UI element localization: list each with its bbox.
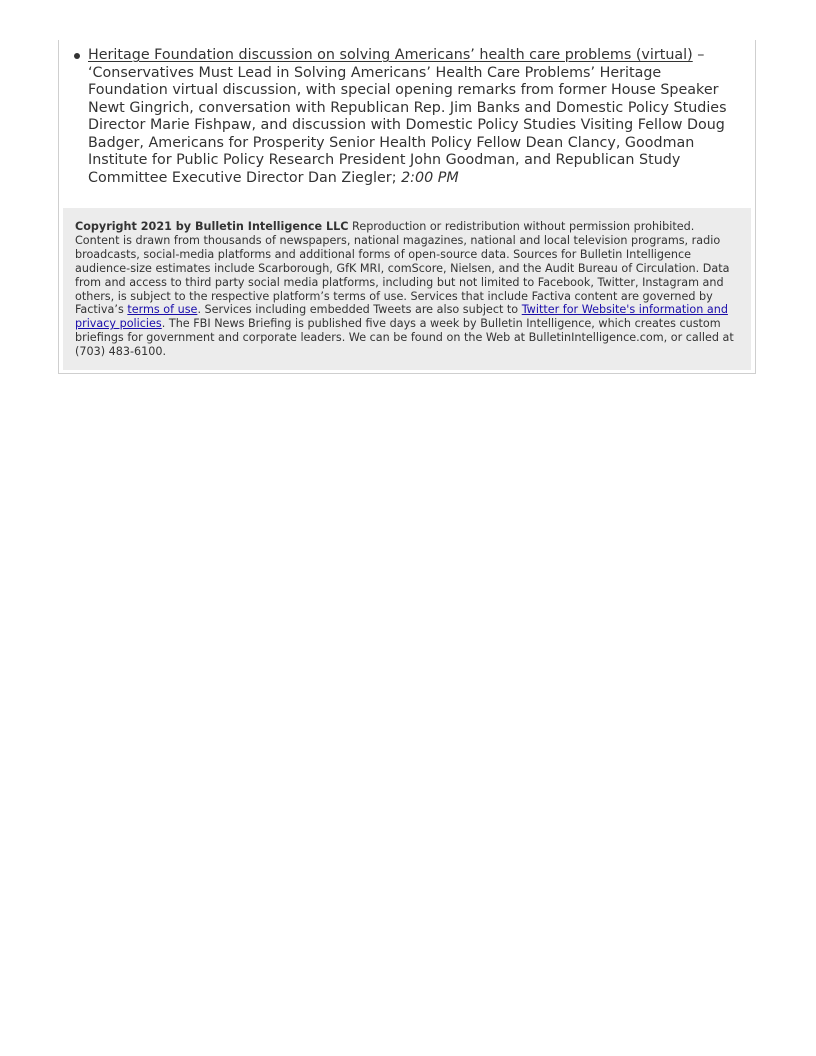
twitter-policy-link[interactable]: Twitter for Website's information and privacy policies: [75, 303, 728, 331]
footer-text: . Services including embedded Tweets are also subject to: [197, 303, 522, 317]
copyright-notice: Copyright 2021 by Bulletin Intelligence LLC: [75, 220, 349, 233]
footer-text: Reproduction or redistribution without permission prohibited. Content is drawn from thousands of newspapers, national magazines, national and local television programs, radio broadcasts, social-media platforms and additional forms of open-source data. Sources for Bulletin Intelligence audience-size estimates include Scarborough, GfK MRI, comScore, Nielsen, and the Audit Bureau of Circulation. Data from and access to third party social media platforms, including but not limited to Facebook, Twitter, Instagram and others, is subject to the respective platform’s terms of use. Services that include Factiva content are governed by Factiva’s: [75, 220, 730, 317]
terms-of-use-link[interactable]: terms of use: [127, 303, 198, 317]
list-item: [88, 47, 740, 187]
bullet-icon: [74, 53, 80, 59]
event-list: [88, 47, 740, 187]
event-time: 2:00 PM: [401, 169, 459, 186]
footer-text: . The FBI News Briefing is published five days a week by Bulletin Intelligence, which creates custom briefings for government and corporate leaders. We can be found on the Web at BulletinIntelligence.com, or called at (703) 483-6100.: [75, 317, 734, 359]
event-link[interactable]: Heritage Foundation discussion on solving Americans’ health care problems (virtual): [88, 47, 693, 63]
copyright-footer: [63, 208, 751, 370]
event-dash: –: [692, 47, 705, 63]
event-description: ‘Conservatives Must Lead in Solving Americans’ Health Care Problems’ Heritage Foundation virtual discussion, with special opening remarks from former House Speaker Newt Gingrich, conversation with Republican Rep. Jim Banks and Domestic Policy Studies Director Marie Fishpaw, and discussion with Domestic Policy Studies Visiting Fellow Doug Badger, Americans for Prosperity Senior Health Policy Fellow Dean Clancy, Goodman Institute for Public Policy Research President John Goodman, and Republican Study Committee Executive Director Dan Ziegler;: [88, 64, 727, 186]
